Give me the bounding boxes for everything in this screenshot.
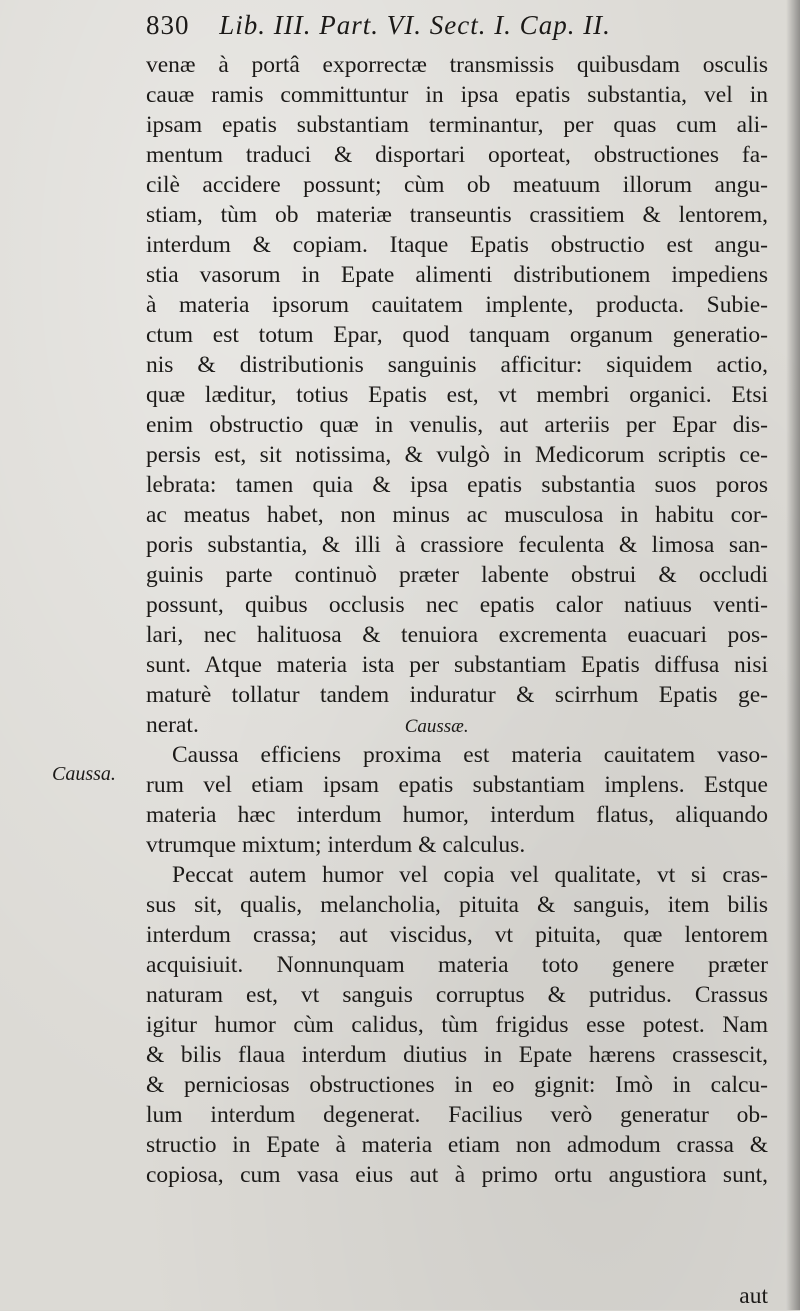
margin-note: Caussa. (52, 763, 116, 785)
text-line: Peccat autem humor vel copia vel qualitate, vt si cras- (172, 862, 768, 888)
text-line: rum vel etiam ipsam epatis substantiam implens. Estque (146, 772, 768, 798)
text-line: mentum traduci & disportari oporteat, obstructiones fa- (146, 142, 768, 168)
text-line: interdum crassa; aut viscidus, vt pituita, quæ lentorem (146, 922, 768, 948)
text-line: materia hæc interdum humor, interdum flatus, aliquando (146, 802, 768, 828)
text-line: sunt. Atque materia ista per substantiam Epatis diffusa nisi (146, 652, 768, 678)
text-line: cauæ ramis committuntur in ipsa epatis substantia, vel in (146, 82, 768, 108)
text-line: venæ à portâ exporrectæ transmissis quibusdam osculis (146, 52, 768, 78)
text-line: acquisiuit. Nonnunquam materia toto genere præter (146, 952, 768, 978)
text-line: nerat. (146, 712, 199, 738)
text-line: nis & distributionis sanguinis afficitur: siquidem actio, (146, 352, 768, 378)
page-header (146, 10, 766, 50)
catchword: aut (739, 1283, 768, 1309)
running-title: Lib. III. Part. VI. Sect. I. Cap. II. (219, 10, 611, 40)
text-line: stiam, tùm ob materiæ transeuntis crassitiem & lentorem, (146, 202, 768, 228)
text-line: poris substantia, & illi à crassiore feculenta & limosa san- (146, 532, 768, 558)
page-number: 830 (146, 10, 190, 40)
text-line: lari, nec halituosa & tenuiora excrementa euacuari pos- (146, 622, 768, 648)
text-line: stia vasorum in Epate alimenti distributionem impediens (146, 262, 768, 288)
text-line: interdum & copiam. Itaque Epatis obstructio est angu- (146, 232, 768, 258)
text-line: à materia ipsorum cauitatem implente, producta. Subie- (146, 292, 768, 318)
text-line: naturam est, vt sanguis corruptus & putridus. Crassus (146, 982, 768, 1008)
text-line: copiosa, cum vasa eius aut à primo ortu angustiora sunt, (146, 1162, 768, 1188)
text-line: ipsam epatis substantiam terminantur, per quas cum ali- (146, 112, 768, 138)
page-edge-shadow (786, 0, 800, 1310)
text-line: quæ læditur, totius Epatis est, vt membri organici. Etsi (146, 382, 768, 408)
text-line: & bilis flaua interdum diutius in Epate hærens crassescit, (146, 1042, 768, 1068)
body-text (146, 50, 768, 1190)
text-line: persis est, sit notissima, & vulgò in Medicorum scriptis ce- (146, 442, 768, 468)
text-line: ac meatus habet, non minus ac musculosa in habitu cor- (146, 502, 768, 528)
subheading-causes: Caussæ. (404, 716, 469, 737)
text-line: lebrata: tamen quia & ipsa epatis substantia suos poros (146, 472, 768, 498)
text-line: lum interdum degenerat. Facilius verò generatur ob- (146, 1102, 768, 1128)
text-line: maturè tollatur tandem induratur & scirrhum Epatis ge- (146, 682, 768, 708)
text-line: vtrumque mixtum; interdum & calculus. (146, 832, 526, 858)
text-line: & perniciosas obstructiones in eo gignit: Imò in calcu- (146, 1072, 768, 1098)
text-line: igitur humor cùm calidus, tùm frigidus esse potest. Nam (146, 1012, 768, 1038)
text-line: Caussa efficiens proxima est materia cauitatem vaso- (172, 742, 768, 768)
text-line: guinis parte continuò præter labente obstrui & occludi (146, 562, 768, 588)
text-line: enim obstructio quæ in venulis, aut arteriis per Epar dis- (146, 412, 768, 438)
text-line: sus sit, qualis, melancholia, pituita & sanguis, item bilis (146, 892, 768, 918)
text-line: cilè accidere possunt; cùm ob meatuum illorum angu- (146, 172, 768, 198)
text-line: possunt, quibus occlusis nec epatis calor natiuus venti- (146, 592, 768, 618)
text-line: ctum est totum Epar, quod tanquam organum generatio- (146, 322, 768, 348)
text-line-with-subheading (146, 710, 768, 740)
text-line: structio in Epate à materia etiam non admodum crassa & (146, 1132, 768, 1158)
